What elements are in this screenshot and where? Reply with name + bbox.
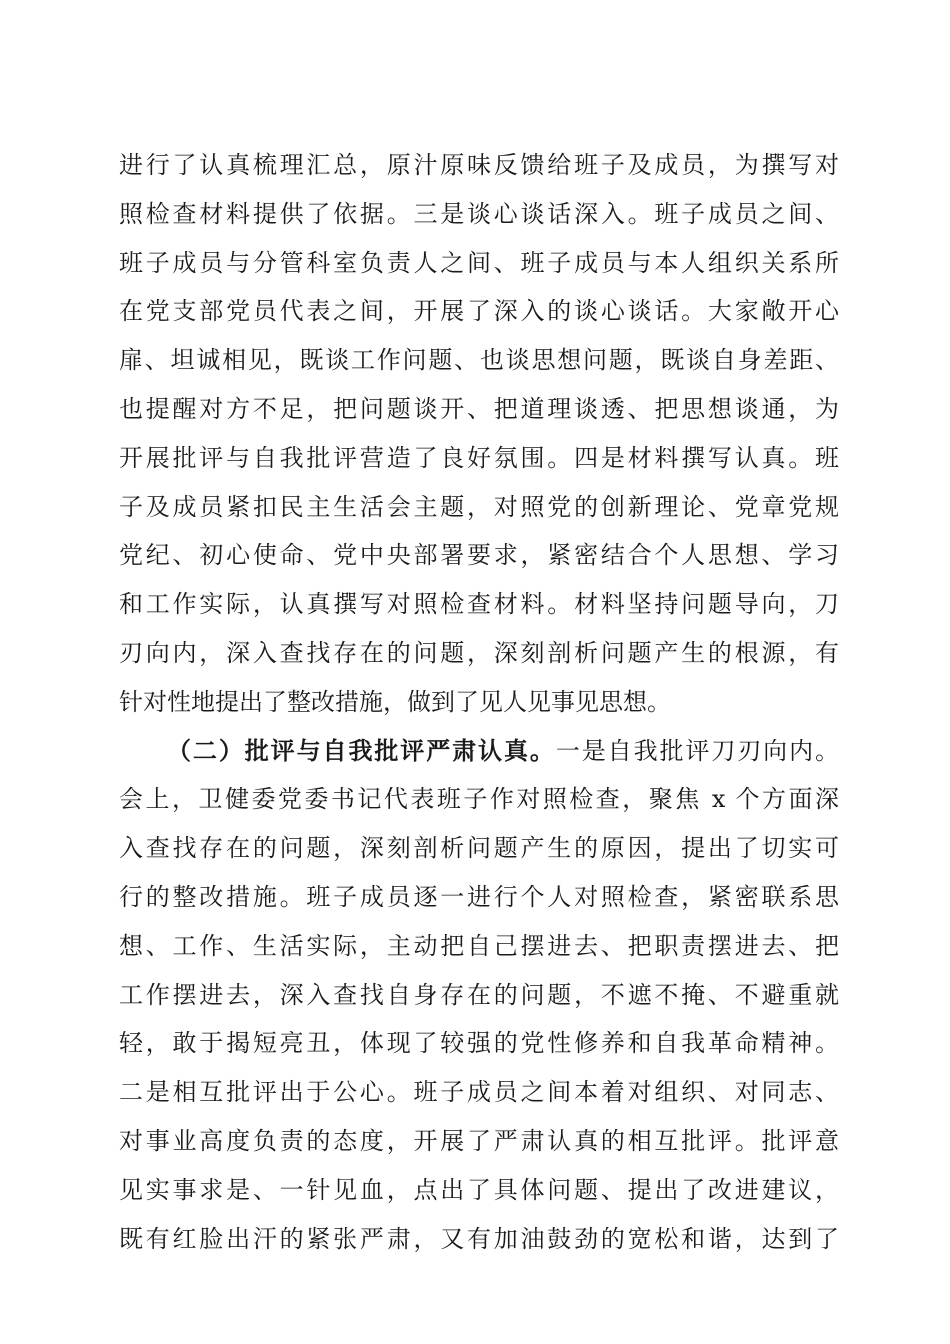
text-line: 进行了认真梳理汇总，原汁原味反馈给班子及成员，为撰写对: [119, 151, 839, 179]
text-line: 也提醒对方不足，把问题谈开、把道理谈透、把思想谈通，为: [119, 394, 839, 423]
text-line: 和工作实际，认真撰写对照检查材料。材料坚持问题导向，刀: [119, 590, 839, 619]
text-line: 对事业高度负责的态度，开展了严肃认真的相互批评。批评意: [119, 1126, 839, 1155]
text-line: 入查找存在的问题，深刻剖析问题产生的原因，提出了切实可: [119, 834, 839, 863]
text-line: 轻，敢于揭短亮丑，体现了较强的党性修养和自我革命精神。: [119, 1029, 839, 1058]
text-line: 针对性地提出了整改措施，做到了见人见事见思想。: [119, 687, 671, 716]
text-line: 行的整改措施。班子成员逐一进行个人对照检查，紧密联系思: [119, 882, 839, 911]
text-line: 会上，卫健委党委书记代表班子作对照检查，聚焦 x 个方面深: [119, 785, 839, 814]
text-line: 党纪、初心使命、党中央部署要求，紧密结合个人思想、学习: [119, 541, 839, 570]
text-line: 想、工作、生活实际，主动把自己摆进去、把职责摆进去、把: [119, 931, 839, 960]
text-line: 工作摆进去，深入查找自身存在的问题，不遮不掩、不避重就: [119, 980, 839, 1009]
text-line: 在党支部党员代表之间，开展了深入的谈心谈话。大家敞开心: [119, 297, 839, 326]
text-line: 既有红脸出汗的紧张严肃，又有加油鼓劲的宽松和谐，达到了: [119, 1224, 839, 1253]
body-text: [119, 141, 839, 1263]
text-line: 照检查材料提供了依据。三是谈心谈话深入。班子成员之间、: [119, 199, 839, 228]
heading-line-text: 一是自我批评刀刃向内。: [555, 736, 840, 765]
text-line: 开展批评与自我批评营造了良好氛围。四是材料撰写认真。班: [119, 443, 839, 472]
text-line: 见实事求是、一针见血，点出了具体问题、提出了改进建议，: [119, 1175, 839, 1204]
text-line: 刃向内，深入查找存在的问题，深刻剖析问题产生的根源，有: [119, 638, 839, 667]
text-line: 扉、坦诚相见，既谈工作问题、也谈思想问题，既谈自身差距、: [119, 346, 839, 375]
text-line: 班子成员与分管科室负责人之间、班子成员与本人组织关系所: [119, 248, 839, 277]
text-line: 子及成员紧扣民主生活会主题，对照党的创新理论、党章党规: [119, 492, 839, 521]
text-line: 二是相互批评出于公心。班子成员之间本着对组织、对同志、: [119, 1078, 839, 1107]
section-heading: （二）批评与自我批评严肃认真。: [167, 735, 556, 765]
section-heading-line: [119, 727, 839, 776]
